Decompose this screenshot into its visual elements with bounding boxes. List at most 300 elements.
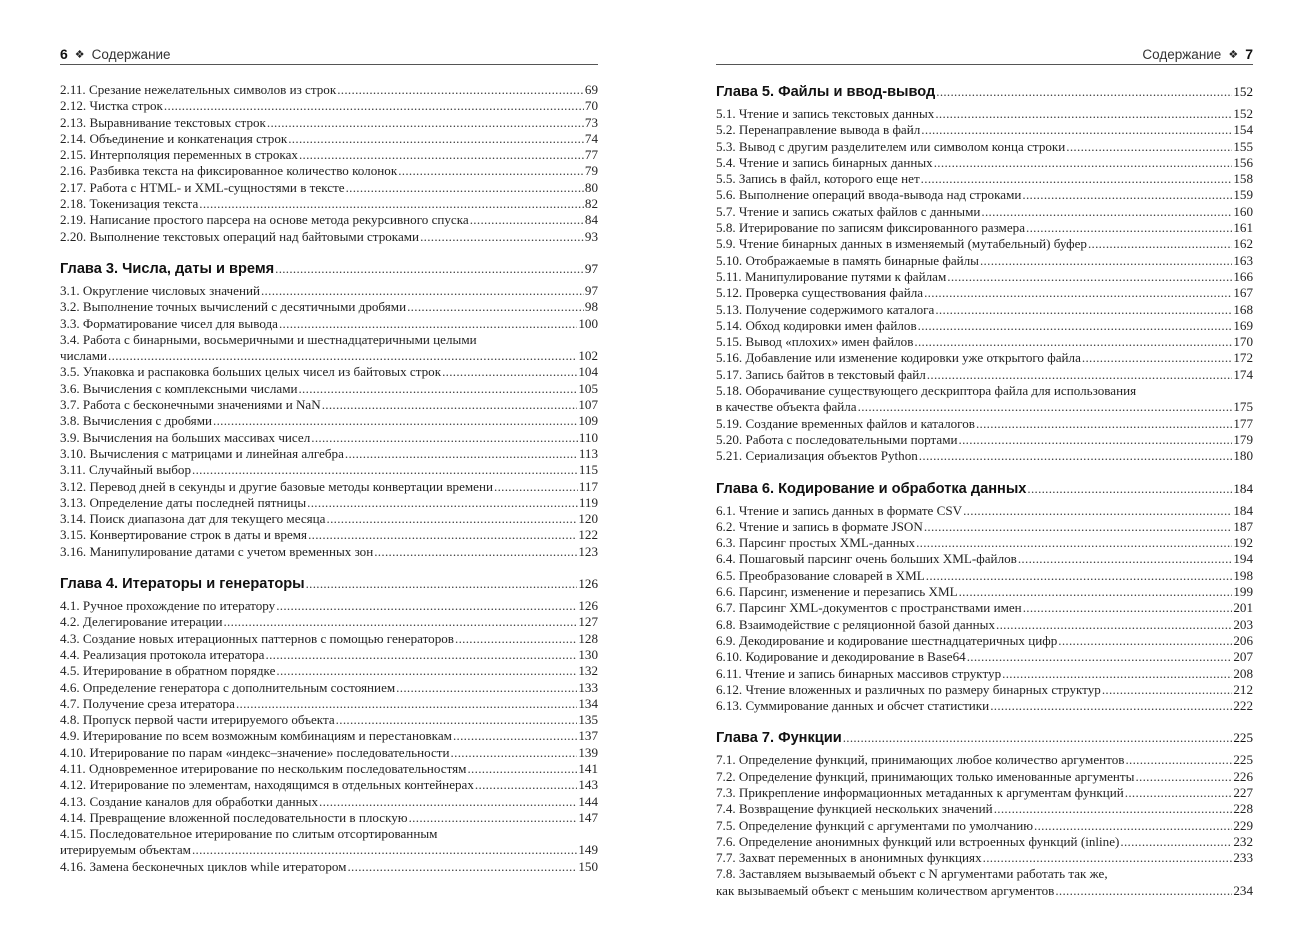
dot-leader (1055, 883, 1232, 899)
dot-leader (1125, 752, 1232, 768)
entry-page: 179 (1233, 431, 1253, 447)
dot-leader (1018, 551, 1233, 567)
dot-leader (967, 649, 1233, 665)
entry-title: 4.12. Итерирование по элементам, находящимся в отдельных контейнерах (60, 777, 474, 793)
page-number: 6 (60, 46, 68, 62)
dot-leader (963, 503, 1232, 519)
dot-leader (959, 584, 1233, 600)
entry-page: 208 (1233, 665, 1253, 681)
chapter-page: 152 (1233, 84, 1253, 99)
entry-title-line1: 3.4. Работа с бинарными, восьмеричными и шестнадцатеричными целыми (60, 331, 477, 347)
entry-row (716, 448, 1253, 464)
entry-row (60, 98, 598, 114)
entry-page: 201 (1233, 600, 1253, 616)
entry-row (60, 511, 598, 527)
entry-title: 2.18. Токенизация текста (60, 196, 199, 212)
entry-page: 192 (1233, 535, 1253, 551)
dot-leader (926, 568, 1233, 584)
toc-entry[interactable] (60, 82, 598, 98)
toc-entry[interactable] (716, 519, 1253, 535)
toc-entry[interactable] (60, 332, 598, 365)
entry-title: 5.7. Чтение и запись сжатых файлов с данными (716, 203, 981, 219)
dot-leader (311, 430, 578, 446)
toc-entry[interactable] (716, 187, 1253, 203)
running-head-left (60, 44, 598, 65)
toc-entry[interactable] (60, 196, 598, 212)
chapter-title: Глава 3. Числа, даты и время (60, 260, 275, 277)
toc-entry[interactable] (716, 448, 1253, 464)
left-page (60, 0, 598, 935)
entry-page: 155 (1233, 138, 1253, 154)
toc-entry[interactable] (716, 416, 1253, 432)
entry-title: 5.17. Запись байтов в текстовый файл (716, 366, 926, 382)
entry-row (60, 147, 598, 163)
dot-leader (1120, 834, 1232, 850)
dot-leader (959, 432, 1233, 448)
entry-page: 104 (578, 364, 598, 380)
entry-title: 4.9. Итерирование по всем возможным комбинациям и перестановкам (60, 728, 452, 744)
chapter-title: Глава 6. Кодирование и обработка данных (716, 480, 1027, 497)
toc-entry[interactable] (716, 503, 1253, 519)
dot-leader (319, 794, 577, 810)
toc-entry[interactable] (60, 364, 598, 380)
entry-page: 162 (1233, 236, 1253, 252)
entry-row (60, 180, 598, 196)
dot-leader (1027, 479, 1232, 499)
toc-entry[interactable] (60, 527, 598, 543)
toc-entry[interactable] (60, 479, 598, 495)
toc-entry[interactable] (716, 535, 1253, 551)
ornament-icon: ❖ (1228, 48, 1239, 61)
entry-title: 3.12. Перевод дней в секунды и другие базовые методы конвертации времени (60, 478, 493, 494)
entry-row (60, 544, 598, 560)
entry-page: 156 (1233, 154, 1253, 170)
entry-title: 7.2. Определение функций, принимающих только именованные аргументы (716, 768, 1135, 784)
toc-entry[interactable] (716, 600, 1253, 616)
entry-row (716, 617, 1253, 633)
entry-page: 119 (578, 494, 598, 510)
dot-leader (346, 180, 584, 196)
dot-leader (947, 269, 1232, 285)
toc-entry[interactable] (716, 367, 1253, 383)
toc-entry[interactable] (716, 269, 1253, 285)
entry-title: как вызываемый объект с меньшим количеством аргументов (716, 882, 1055, 898)
dot-leader (936, 82, 1232, 102)
entry-page: 154 (1233, 122, 1253, 138)
entry-page: 84 (584, 212, 598, 228)
dot-leader (298, 381, 577, 397)
entry-row (716, 399, 1253, 415)
toc-entry[interactable] (716, 302, 1253, 318)
dot-leader (924, 519, 1233, 535)
entry-title: 3.16. Манипулирование датами с учетом временных зон (60, 543, 374, 559)
dot-leader (470, 212, 584, 228)
entry-row (716, 122, 1253, 138)
chapter-heading[interactable] (716, 479, 1253, 499)
entry-row (60, 115, 598, 131)
entry-row (716, 633, 1253, 649)
entry-title: 6.4. Пошаговый парсинг очень больших XML-файлов (716, 551, 1017, 567)
entry-row (60, 430, 598, 446)
entry-title: 2.11. Срезание нежелательных символов из строк (60, 82, 337, 97)
entry-page: 174 (1233, 366, 1253, 382)
entry-row (60, 446, 598, 462)
toc-entry[interactable] (60, 631, 598, 647)
dot-leader (927, 367, 1233, 383)
entry-page: 170 (1233, 334, 1253, 350)
toc-entry[interactable] (716, 122, 1253, 138)
dot-leader (307, 495, 578, 511)
entry-title-line1: 5.18. Оборачивание существующего дескриптора файла для использования (716, 383, 1137, 399)
chapter-heading[interactable] (60, 574, 598, 594)
entry-page: 184 (1233, 502, 1253, 518)
toc-entry[interactable] (60, 212, 598, 228)
entry-row (716, 334, 1253, 350)
toc-entry[interactable] (60, 859, 598, 875)
entry-title: 7.1. Определение функций, принимающих любое количество аргументов (716, 752, 1125, 768)
toc-entry[interactable] (716, 350, 1253, 366)
entry-title: 5.9. Чтение бинарных данных в изменяемый (мутабельный) буфер (716, 236, 1087, 252)
dot-leader (306, 574, 578, 594)
toc-entry[interactable] (716, 752, 1253, 768)
entry-row (716, 682, 1253, 698)
toc-entry[interactable] (716, 785, 1253, 801)
toc-entry[interactable] (60, 299, 598, 315)
toc-entry[interactable] (716, 818, 1253, 834)
dot-leader (327, 511, 578, 527)
entry-row (60, 527, 598, 543)
entry-title: 4.14. Превращение вложенной последовательности в плоскую (60, 809, 408, 825)
toc-entry[interactable] (60, 413, 598, 429)
toc-entry[interactable] (716, 155, 1253, 171)
entry-title: 3.13. Определение даты последней пятницы (60, 494, 307, 510)
dot-leader (494, 479, 578, 495)
entry-row (716, 535, 1253, 551)
toc-entry[interactable] (60, 495, 598, 511)
entry-row (716, 551, 1253, 567)
entry-title: 5.3. Вывод с другим разделителем или символом конца строки (716, 138, 1066, 154)
toc-entry[interactable] (716, 253, 1253, 269)
toc-entry[interactable] (60, 131, 598, 147)
dot-leader (276, 598, 577, 614)
entry-row (60, 381, 598, 397)
entry-page: 161 (1233, 220, 1253, 236)
entry-page: 166 (1233, 268, 1253, 284)
entry-title: 5.15. Вывод «плохих» имен файлов (716, 334, 914, 350)
entry-page: 194 (1233, 551, 1253, 567)
entry-title: 4.10. Итерирование по парам «индекс–значение» последовательности (60, 744, 450, 760)
entry-title: 3.3. Форматирование чисел для вывода (60, 315, 278, 331)
toc-entry[interactable] (716, 769, 1253, 785)
dot-leader (276, 663, 577, 679)
entry-page: 168 (1233, 301, 1253, 317)
toc-entry[interactable] (60, 316, 598, 332)
entry-title: 2.17. Работа с HTML- и XML-сущностями в тексте (60, 179, 345, 195)
entry-title: 7.4. Возвращение функцией нескольких значений (716, 801, 993, 817)
dot-leader (918, 318, 1233, 334)
dot-leader (916, 535, 1232, 551)
running-head-right (716, 44, 1253, 65)
toc-entry[interactable] (716, 666, 1253, 682)
toc-entry[interactable] (716, 682, 1253, 698)
toc-entry[interactable] (716, 383, 1253, 416)
toc-entry[interactable] (60, 614, 598, 630)
dot-leader (236, 696, 577, 712)
entry-title: 4.4. Реализация протокола итератора (60, 646, 265, 662)
entry-page: 199 (1233, 584, 1253, 600)
entry-row (716, 350, 1253, 366)
entry-page: 167 (1233, 285, 1253, 301)
toc-entry[interactable] (60, 163, 598, 179)
entry-page: 134 (578, 695, 598, 711)
entry-page: 126 (578, 598, 598, 614)
entry-title: 5.16. Добавление или изменение кодировки уже открытого файла (716, 350, 1081, 366)
entry-page: 117 (578, 478, 598, 494)
toc-entry[interactable] (716, 106, 1253, 122)
entry-page: 70 (584, 98, 598, 114)
entry-page: 133 (578, 679, 598, 695)
entry-title: 3.6. Вычисления с комплексными числами (60, 380, 298, 396)
entry-row (716, 818, 1253, 834)
toc-entry[interactable] (60, 462, 598, 478)
toc-entry[interactable] (60, 696, 598, 712)
entry-title: 4.5. Итерирование в обратном порядке (60, 663, 276, 679)
entry-row (60, 397, 598, 413)
toc-entry[interactable] (60, 180, 598, 196)
dot-leader (266, 647, 578, 663)
toc-entry[interactable] (60, 283, 598, 299)
toc-entry[interactable] (716, 834, 1253, 850)
entry-title: 3.14. Поиск диапазона дат для текущего месяца (60, 511, 326, 527)
dot-leader (1023, 600, 1233, 616)
entry-title: 4.13. Создание каналов для обработки данных (60, 793, 318, 809)
entry-page: 158 (1233, 171, 1253, 187)
dot-leader (398, 163, 584, 179)
entry-page: 232 (1233, 833, 1253, 849)
entry-title: 2.14. Объединение и конкатенация строк (60, 130, 288, 146)
dot-leader (981, 204, 1232, 220)
chapter-title: Глава 7. Функции (716, 730, 842, 747)
toc-entry[interactable] (60, 810, 598, 826)
entry-page: 132 (578, 663, 598, 679)
entry-row (60, 348, 598, 364)
toc-entry[interactable] (716, 171, 1253, 187)
toc-entry[interactable] (60, 777, 598, 793)
entry-row (60, 745, 598, 761)
entry-row (60, 316, 598, 332)
entry-row (716, 285, 1253, 301)
dot-leader (164, 98, 584, 114)
toc-entry[interactable] (716, 236, 1253, 252)
dot-leader (935, 302, 1232, 318)
toc-entry[interactable] (60, 598, 598, 614)
toc-entry[interactable] (60, 115, 598, 131)
chapter-heading[interactable] (716, 728, 1253, 748)
toc-entry[interactable] (716, 285, 1253, 301)
entry-row (60, 495, 598, 511)
entry-row (60, 163, 598, 179)
dot-leader (994, 801, 1233, 817)
entry-row (716, 649, 1253, 665)
toc-entry[interactable] (60, 147, 598, 163)
entry-row (716, 302, 1253, 318)
toc-entry[interactable] (716, 139, 1253, 155)
toc-entry[interactable] (716, 633, 1253, 649)
toc-entry[interactable] (60, 712, 598, 728)
entry-row (716, 187, 1253, 203)
entry-page: 102 (578, 348, 598, 364)
toc-entry[interactable] (60, 647, 598, 663)
entry-page: 110 (578, 429, 598, 445)
entry-title: 5.19. Создание временных файлов и каталогов (716, 415, 975, 431)
toc-entry[interactable] (716, 568, 1253, 584)
entry-row (60, 364, 598, 380)
entry-row (60, 479, 598, 495)
entry-row (60, 810, 598, 826)
chapter-title: Глава 4. Итераторы и генераторы (60, 576, 305, 593)
entry-title: 5.8. Итерирование по записям фиксированного размера (716, 220, 1026, 236)
entry-page: 141 (578, 760, 598, 776)
dot-leader (322, 397, 578, 413)
entry-title: 3.10. Вычисления с матрицами и линейная алгебра (60, 445, 344, 461)
dot-leader (858, 399, 1233, 415)
entry-page: 149 (578, 842, 598, 858)
toc-entry[interactable] (716, 432, 1253, 448)
entry-title: 6.12. Чтение вложенных и различных по размеру бинарных структур (716, 681, 1101, 697)
toc-entry[interactable] (60, 745, 598, 761)
toc-entry[interactable] (716, 649, 1253, 665)
entry-row (716, 204, 1253, 220)
right-page (716, 0, 1253, 935)
dot-leader (442, 364, 577, 380)
entry-row (60, 712, 598, 728)
chapter-heading[interactable] (60, 259, 598, 279)
toc-entry[interactable] (716, 584, 1253, 600)
toc-entry[interactable] (60, 544, 598, 560)
entry-row (60, 631, 598, 647)
toc-entry[interactable] (60, 397, 598, 413)
entry-page: 163 (1233, 252, 1253, 268)
toc-entry[interactable] (716, 318, 1253, 334)
dot-leader (199, 196, 584, 212)
entry-title: 4.8. Пропуск первой части итерируемого объекта (60, 712, 335, 728)
entry-title: 4.16. Замена бесконечных циклов while итератором (60, 858, 347, 874)
chapter-title: Глава 5. Файлы и ввод-вывод (716, 84, 936, 100)
dot-leader (223, 614, 577, 630)
dot-leader (934, 155, 1233, 171)
toc-entry[interactable] (60, 826, 598, 859)
entry-title: 3.2. Выполнение точных вычислений с десятичными дробями (60, 299, 407, 315)
toc-entry[interactable] (60, 430, 598, 446)
toc-entry[interactable] (60, 511, 598, 527)
dot-leader (475, 777, 577, 793)
entry-title: 3.8. Вычисления с дробями (60, 413, 212, 429)
toc-entry[interactable] (60, 680, 598, 696)
toc-entry[interactable] (716, 801, 1253, 817)
toc-entry[interactable] (60, 229, 598, 245)
dot-leader (921, 171, 1233, 187)
chapter-heading[interactable] (716, 82, 1253, 102)
entry-title: 7.7. Захват переменных в анонимных функциях (716, 850, 982, 866)
toc-entry[interactable] (716, 698, 1253, 714)
page-number: 7 (1245, 46, 1253, 62)
entry-page: 115 (578, 462, 598, 478)
dot-leader (990, 698, 1232, 714)
dot-leader (192, 842, 577, 858)
entry-page: 137 (578, 728, 598, 744)
entry-page: 79 (584, 163, 598, 179)
toc-entry[interactable] (60, 761, 598, 777)
toc-entry[interactable] (60, 663, 598, 679)
entry-row (716, 139, 1253, 155)
entry-row (716, 269, 1253, 285)
toc-entry[interactable] (716, 204, 1253, 220)
entry-row (716, 253, 1253, 269)
dot-leader (279, 316, 577, 332)
toc-entry[interactable] (716, 617, 1253, 633)
entry-page: 172 (1233, 350, 1253, 366)
toc-entry[interactable] (60, 794, 598, 810)
dot-leader (467, 761, 577, 777)
entry-row (716, 883, 1253, 899)
entry-page: 73 (584, 114, 598, 130)
entry-row (716, 850, 1253, 866)
entry-page: 100 (578, 315, 598, 331)
entry-page: 212 (1233, 681, 1253, 697)
entry-title: 6.5. Преобразование словарей в XML (716, 567, 925, 583)
toc-entry[interactable] (716, 551, 1253, 567)
entry-title: 7.5. Определение функций с аргументами по умолчанию (716, 817, 1033, 833)
entry-page: 113 (578, 445, 598, 461)
entry-row (716, 785, 1253, 801)
entry-title: 2.13. Выравнивание текстовых строк (60, 114, 266, 130)
entry-row (716, 519, 1253, 535)
entry-page: 206 (1233, 632, 1253, 648)
dot-leader (409, 810, 578, 826)
entry-page: 233 (1233, 850, 1253, 866)
entry-row (60, 663, 598, 679)
entry-page: 169 (1233, 317, 1253, 333)
toc-entry[interactable] (716, 866, 1253, 899)
dot-leader (347, 859, 577, 875)
entry-page: 139 (578, 744, 598, 760)
entry-title: в качестве объекта файла (716, 399, 857, 415)
entry-page: 143 (578, 777, 598, 793)
entry-title: 4.6. Определение генератора с дополнительным состоянием (60, 679, 396, 695)
entry-row (716, 367, 1253, 383)
toc-entry[interactable] (60, 98, 598, 114)
entry-row (60, 842, 598, 858)
entry-row (60, 212, 598, 228)
entry-page: 69 (584, 82, 598, 97)
entry-page: 74 (584, 130, 598, 146)
toc-entry[interactable] (716, 334, 1253, 350)
toc-entry[interactable] (60, 381, 598, 397)
toc-entry[interactable] (716, 850, 1253, 866)
toc-entry[interactable] (60, 728, 598, 744)
entry-row (716, 769, 1253, 785)
entry-title: 5.5. Запись в файл, которого еще нет (716, 171, 920, 187)
entry-page: 150 (578, 858, 598, 874)
toc-entry[interactable] (716, 220, 1253, 236)
entry-row (716, 416, 1253, 432)
dot-leader (192, 462, 578, 478)
dot-leader (1102, 682, 1233, 698)
entry-title: 5.6. Выполнение операций ввода-вывода над строками (716, 187, 1022, 203)
toc-entry[interactable] (60, 446, 598, 462)
toc-list (60, 82, 598, 875)
entry-title: 3.5. Упаковка и распаковка больших целых чисел из байтовых строк (60, 364, 442, 380)
